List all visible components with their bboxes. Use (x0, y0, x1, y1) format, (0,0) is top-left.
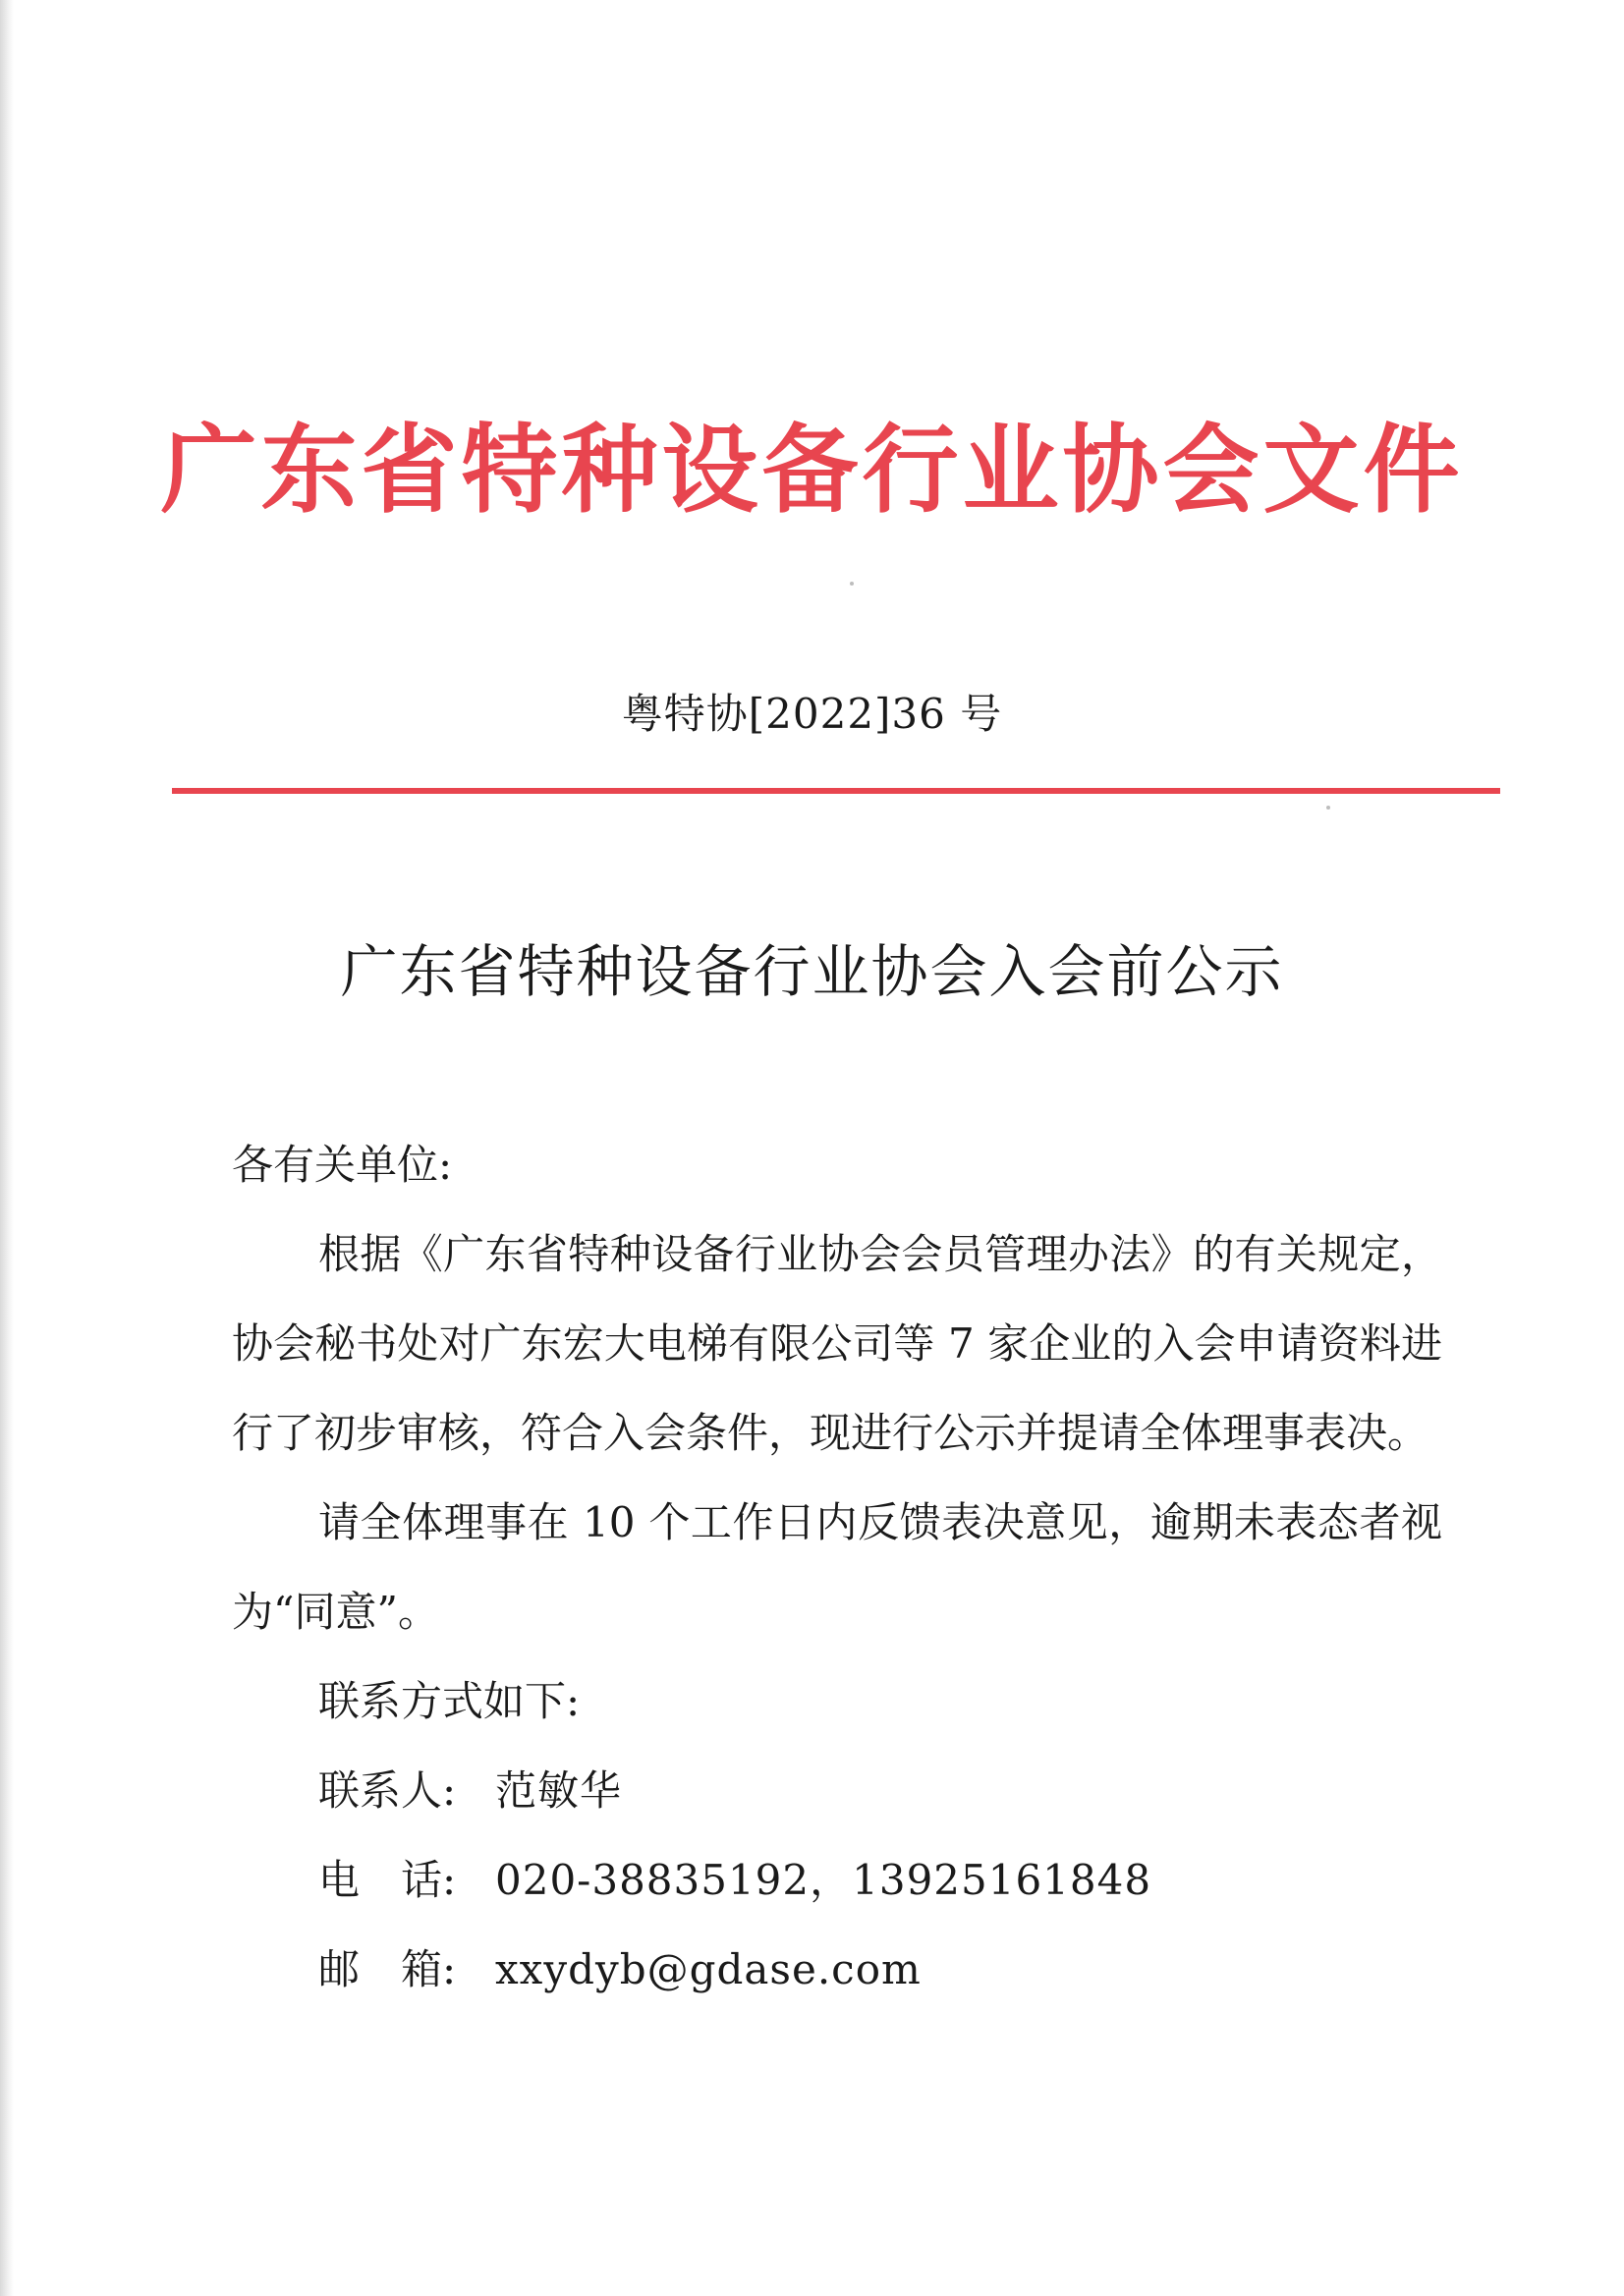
contact-email-row (232, 1925, 1442, 2014)
document-body (232, 1120, 1442, 2014)
contact-phone-value: 020-38835192，13925161848 (495, 1856, 1152, 1904)
contact-person-label: 联系人: (318, 1766, 457, 1815)
contact-email-value: xxydyb@gdase.com (495, 1945, 922, 1993)
red-divider (172, 788, 1500, 794)
org-file-title: 广东省特种设备行业协会文件 (160, 415, 1464, 527)
scan-speck (1326, 806, 1330, 810)
contact-intro: 联系方式如下: (318, 1677, 581, 1725)
contact-email-label: 邮 箱: (318, 1945, 457, 1993)
paragraph-vote-request: 请全体理事在 10 个工作日内反馈表决意见，逾期未表态者视为“同意”。 (232, 1498, 1442, 1636)
scan-speck (850, 582, 854, 586)
doc-title: 广东省特种设备行业协会入会前公示 (340, 938, 1284, 1005)
contact-phone-label: 电 话: (318, 1856, 457, 1904)
contact-phone-row (232, 1835, 1442, 1925)
salutation: 各有关单位: (232, 1141, 453, 1189)
doc-number: 粤特协[2022]36 号 (621, 690, 1003, 738)
contact-person-value: 范敏华 (495, 1766, 623, 1815)
scan-edge (0, 0, 14, 2296)
paragraph-regulation: 根据《广东省特种设备行业协会会员管理办法》的有关规定，协会秘书处对广东宏大电梯有限公司等 7 家企业的入会申请资料进行了初步审核，符合入会条件，现进行公示并提请全体理事表决。 (232, 1230, 1442, 1457)
contact-person-row (232, 1746, 1442, 1835)
